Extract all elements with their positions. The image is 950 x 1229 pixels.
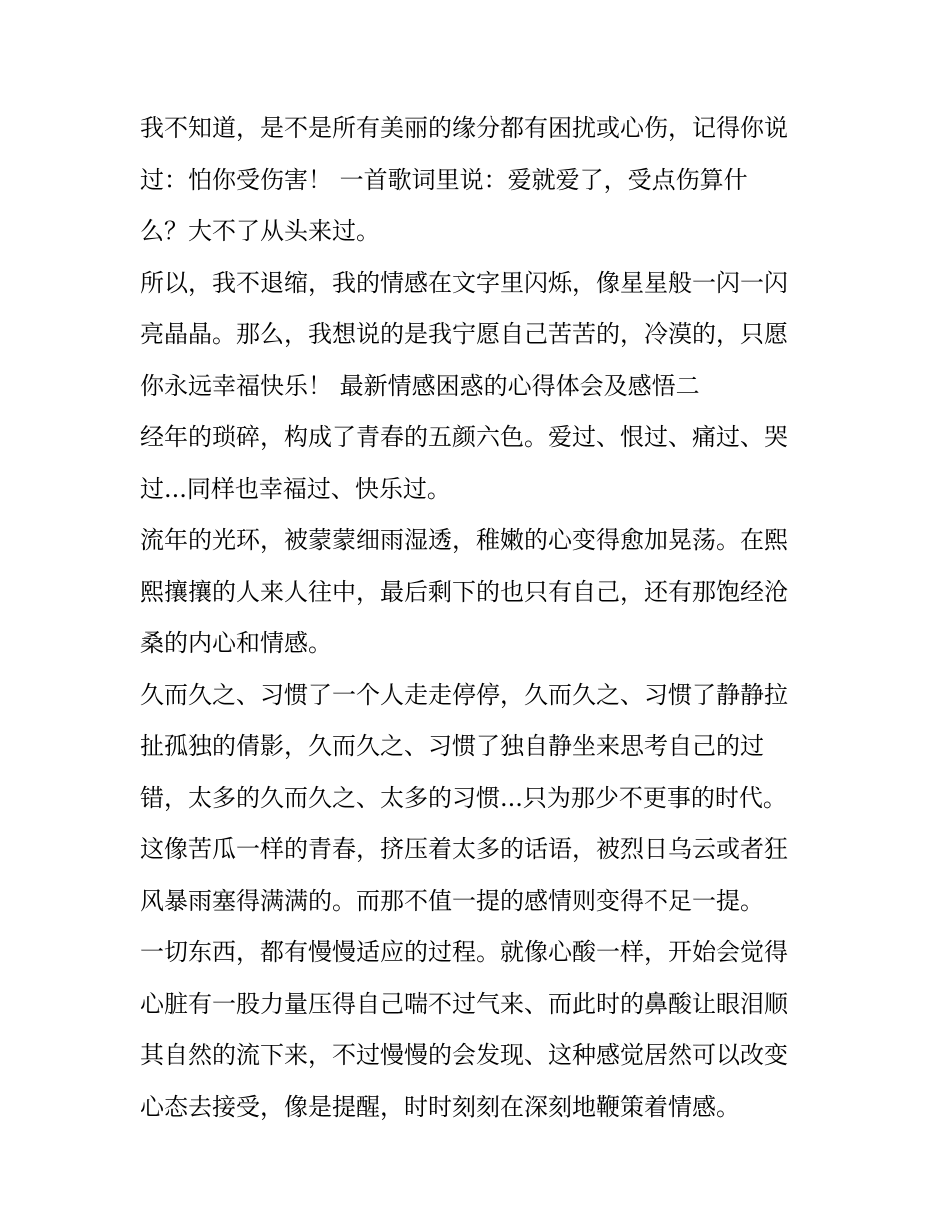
text-line: 流年的光环，被蒙蒙细雨湿透，稚嫩的心变得愈加晃荡。在熙 xyxy=(140,526,788,554)
text-line: 过：怕你受伤害！ 一首歌词里说：爱就爱了，受点伤算什 xyxy=(140,165,748,194)
text-line: 风暴雨塞得满满的。而那不值一提的感情则变得不足一提。 xyxy=(140,886,764,915)
text-line: 亮晶晶。那么，我想说的是我宁愿自己苦苦的，冷漠的，只愿 xyxy=(140,320,788,348)
text-line: 所以，我不退缩，我的情感在文字里闪烁，像星星般一闪一闪 xyxy=(140,268,788,297)
text-line: 桑的内心和情感。 xyxy=(140,629,332,657)
text-line: 这像苦瓜一样的青春，挤压着太多的话语，被烈日乌云或者狂 xyxy=(140,835,788,863)
text-line: 我不知道，是不是所有美丽的缘分都有困扰或心伤，记得你说 xyxy=(140,114,788,142)
text-line: 心态去接受，像是提醒，时时刻刻在深刻地鞭策着情感。 xyxy=(140,1092,740,1121)
text-line: 扯孤独的倩影，久而久之、习惯了独自静坐来思考自己的过 xyxy=(140,732,764,760)
text-line: 经年的琐碎，构成了青春的五颜六色。爱过、恨过、痛过、哭 xyxy=(140,423,788,451)
document-body xyxy=(140,103,830,1133)
text-line: 心脏有一股力量压得自己喘不过气来、而此时的鼻酸让眼泪顺 xyxy=(140,989,788,1018)
text-line: 过...同样也幸福过、快乐过。 xyxy=(140,474,451,503)
text-line: 错，太多的久而久之、太多的习惯...只为那少不更事的时代。 xyxy=(140,783,787,812)
text-line: 其自然的流下来，不过慢慢的会发现、这种感觉居然可以改变 xyxy=(140,1041,788,1069)
text-line: 久而久之、习惯了一个人走走停停，久而久之、习惯了静静拉 xyxy=(140,680,788,709)
text-line: 熙攘攘的人来人往中，最后剩下的也只有自己，还有那饱经沧 xyxy=(140,577,788,606)
text-line: 你永远幸福快乐！ 最新情感困惑的心得体会及感悟二 xyxy=(140,371,700,400)
text-line: 么？大不了从头来过。 xyxy=(140,217,380,245)
text-line: 一切东西，都有慢慢适应的过程。就像心酸一样，开始会觉得 xyxy=(140,938,788,966)
